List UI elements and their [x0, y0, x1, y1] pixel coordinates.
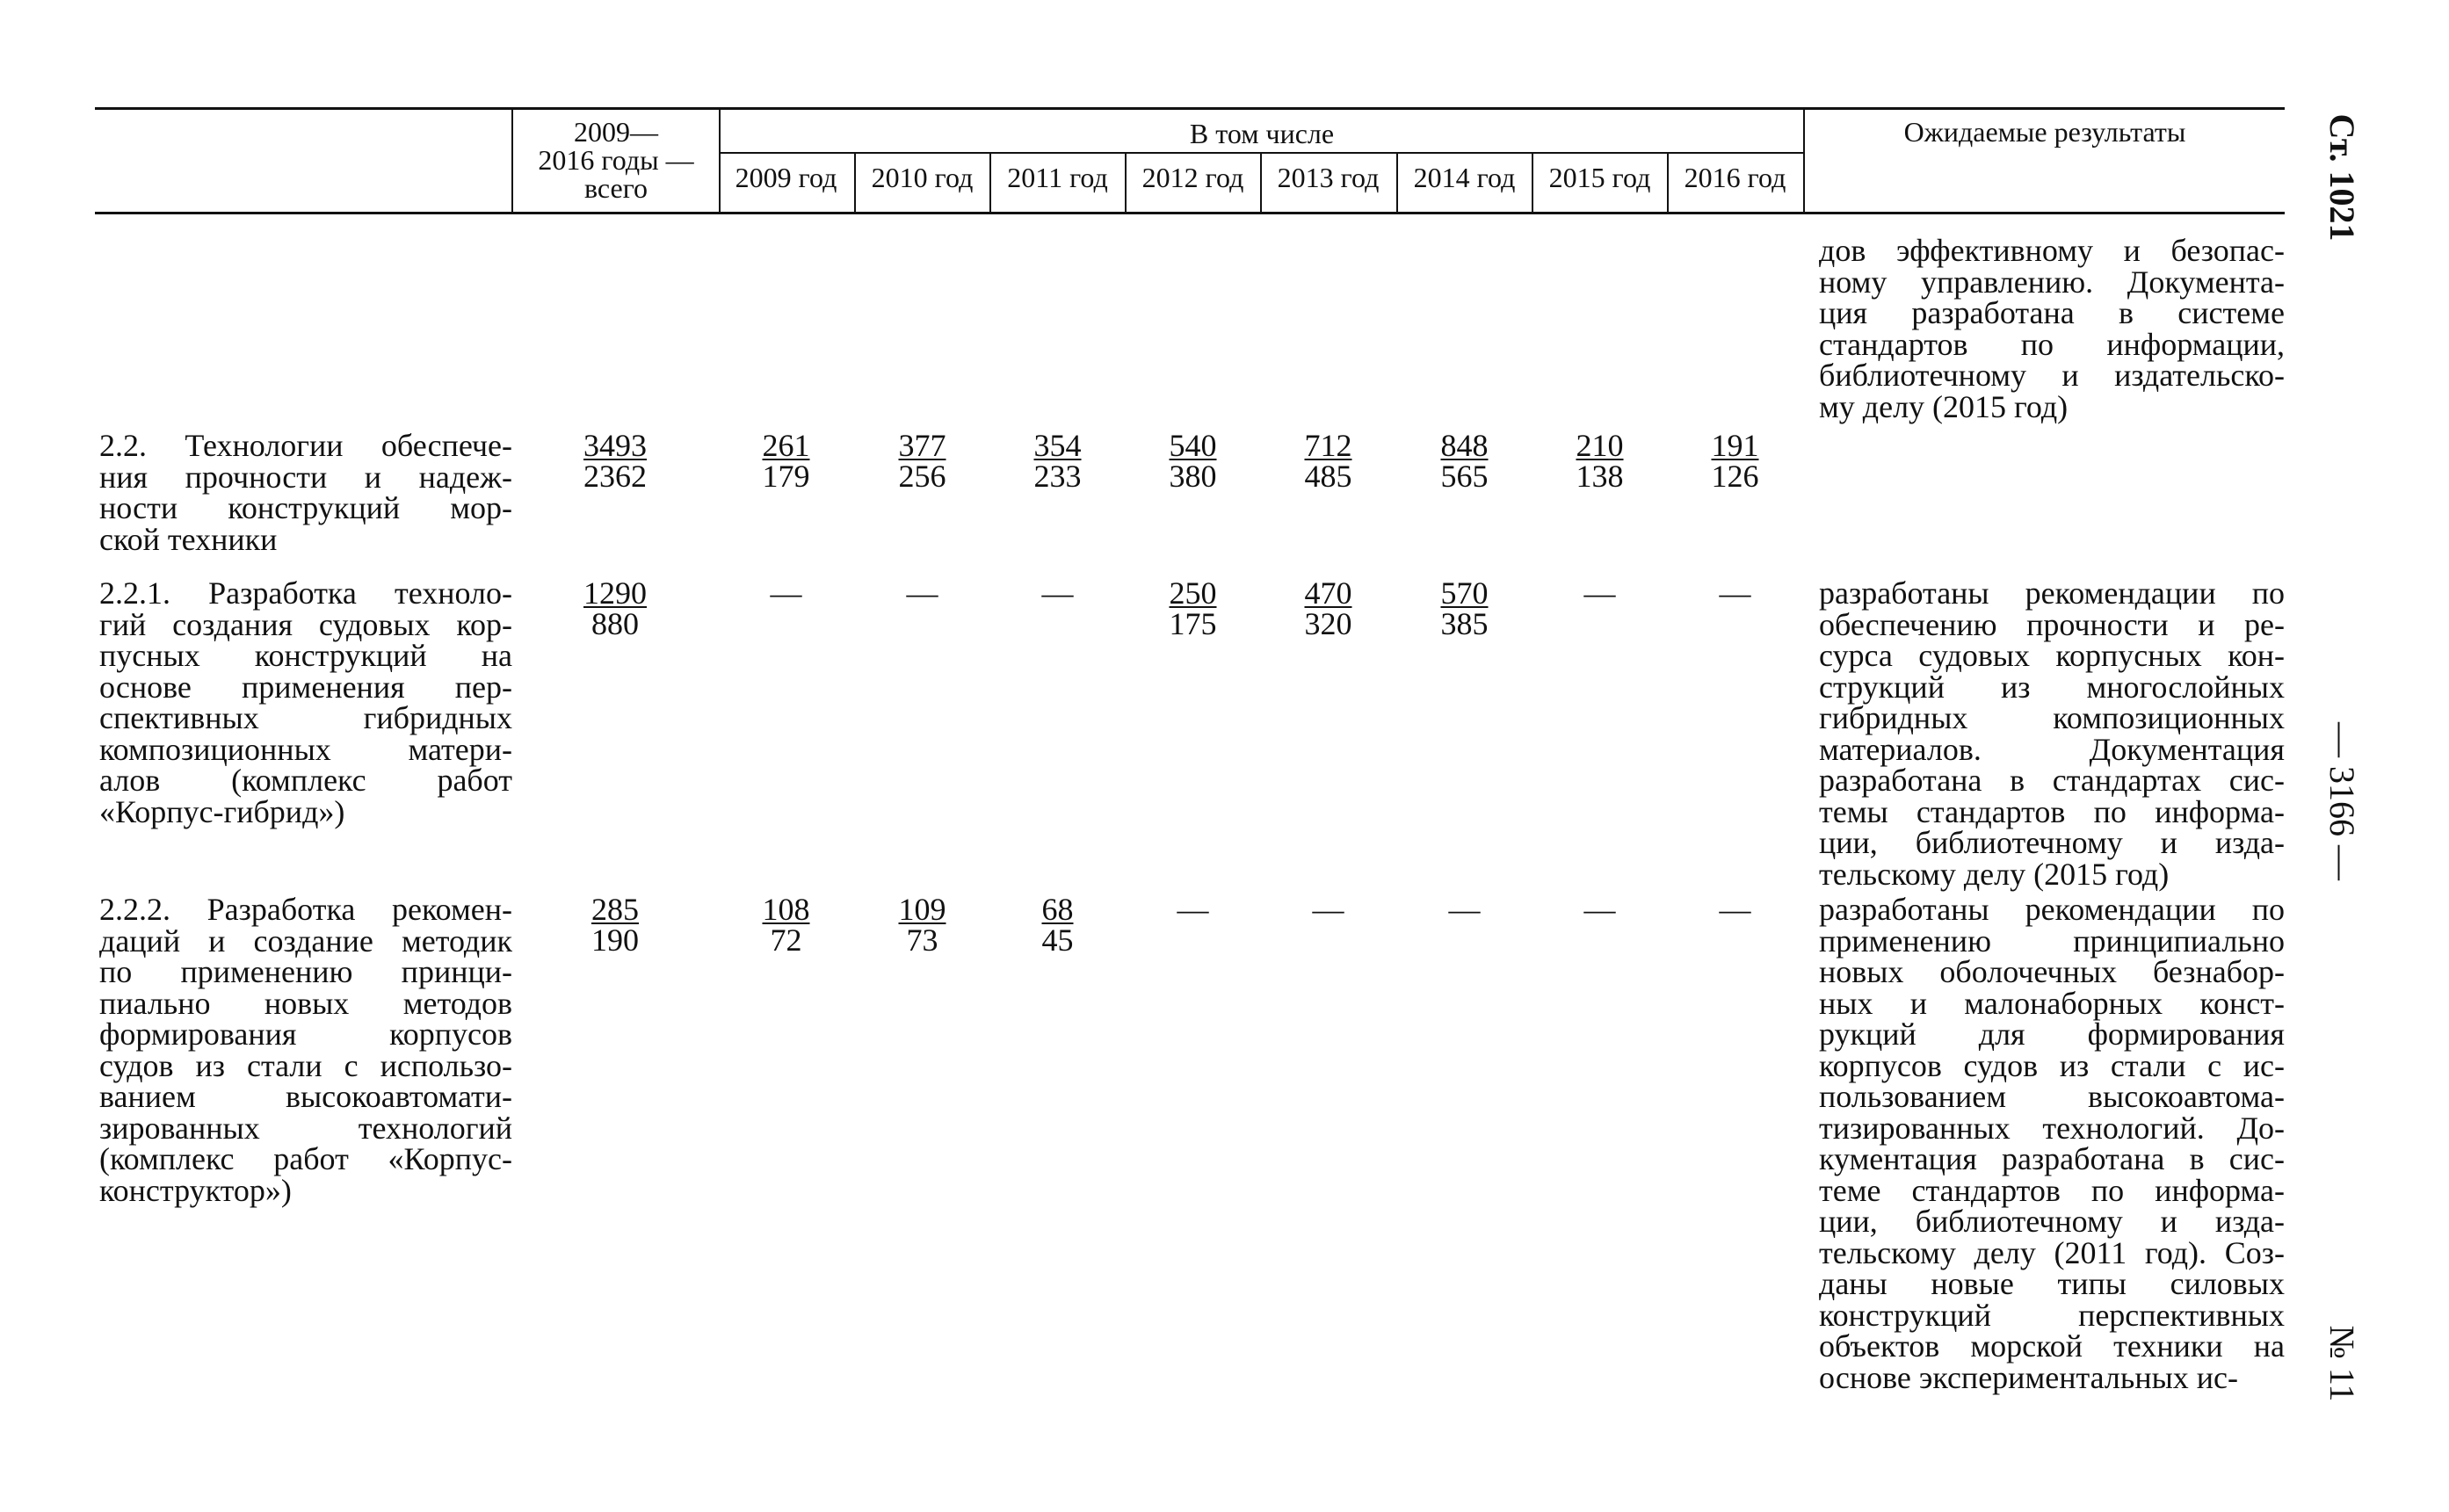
year-denominator: 380: [1169, 459, 1217, 494]
year-value: [854, 894, 990, 956]
year-numerator: 570: [1440, 575, 1489, 611]
year-denominator: 73: [906, 922, 938, 958]
title-line: ской техники: [99, 521, 278, 557]
year-denominator: 256: [898, 459, 946, 494]
issue-number: № 11: [2322, 1325, 2362, 1402]
result-line: ному управлению. Документа-: [1819, 264, 2285, 300]
year-denominator: 385: [1440, 606, 1489, 641]
carryover-result: [1819, 235, 2285, 423]
result-line: ции, библиотечному и изда-: [1819, 1204, 2285, 1239]
year-denominator: 485: [1304, 459, 1352, 494]
result-line: применению принципиально: [1819, 922, 2285, 959]
result-line: темы стандартов по информа-: [1819, 793, 2285, 829]
row-title-2-2-1: [99, 575, 512, 829]
result-line: рукций для формирования: [1819, 1016, 2285, 1052]
year-value: [1532, 430, 1668, 492]
total-value: [527, 430, 703, 492]
title-line: ванием высокоавтомати-: [99, 1079, 512, 1114]
total-numerator: 1290: [583, 575, 647, 611]
title-line: 2.2.2. Разработка рекомен-: [99, 892, 512, 927]
result-line: разработаны рекомендации по: [1819, 892, 2285, 927]
title-line: (комплекс работ «Корпус-: [99, 1141, 512, 1176]
header-in-total: В том числе: [1189, 118, 1335, 149]
total-value: [527, 575, 703, 641]
total-denominator: 880: [591, 606, 639, 641]
year-dash: —: [1177, 892, 1209, 927]
header-results: Ожидаемые результаты: [1903, 116, 2186, 148]
year-value: [1260, 575, 1396, 641]
year-numerator: 68: [1041, 892, 1074, 927]
title-line: 2.2.1. Разработка техноло-: [99, 575, 512, 611]
year-numerator: 377: [898, 428, 946, 463]
row-title-2-2-2: [99, 894, 512, 1206]
year-value: [718, 894, 854, 956]
result-line: кументация разработана в сис-: [1819, 1141, 2285, 1176]
year-denominator: 320: [1304, 606, 1352, 641]
result-line: новых оболочечных безнабор-: [1819, 954, 2285, 989]
title-line: «Корпус-гибрид»): [99, 793, 345, 829]
year-value: [1125, 575, 1261, 641]
header-total-line: всего: [583, 172, 648, 204]
total-denominator: 2362: [583, 459, 647, 494]
result-line: разработана в стандартах сис-: [1819, 763, 2285, 798]
title-line: спективных гибридных: [99, 700, 512, 735]
title-line: ности конструкций мор-: [99, 490, 512, 525]
year-value: [1396, 575, 1532, 641]
header-bottom-rule: [95, 212, 2285, 214]
result-line: пользованием высокоавтома-: [1819, 1079, 2285, 1114]
title-line: по применению принци-: [99, 954, 512, 989]
year-denominator: 72: [770, 922, 802, 958]
title-line: судов из стали с использо-: [99, 1047, 512, 1083]
year-denominator: 179: [762, 459, 810, 494]
year-denominator: 138: [1576, 459, 1624, 494]
title-line: пиально новых методов: [99, 985, 512, 1021]
header-year: 2013 год: [1277, 162, 1380, 193]
year-denominator: 45: [1041, 922, 1074, 958]
year-numerator: 712: [1304, 428, 1352, 463]
result-line: стандартов по информации,: [1819, 326, 2285, 362]
year-numerator: 261: [762, 428, 810, 463]
year-dash: —: [1719, 575, 1751, 611]
header-year: 2009 год: [735, 162, 837, 193]
result-line: гибридных композиционных: [1819, 700, 2285, 735]
year-value: [1125, 430, 1261, 492]
year-numerator: 354: [1033, 428, 1082, 463]
result-line: теме стандартов по информа-: [1819, 1172, 2285, 1208]
header-year: 2011 год: [1007, 162, 1108, 193]
year-numerator: 250: [1169, 575, 1217, 611]
header-year: 2016 год: [1684, 162, 1786, 193]
year-value: [1396, 430, 1532, 492]
result-line: конструкций перспективных: [1819, 1297, 2285, 1333]
year-value: [718, 430, 854, 492]
year-denominator: 233: [1033, 459, 1082, 494]
title-line: зированных технологий: [99, 1110, 512, 1146]
result-line: ция разработана в системе: [1819, 295, 2285, 330]
year-numerator: 540: [1169, 428, 1217, 463]
title-line: формирования корпусов: [99, 1016, 512, 1052]
year-denominator: 565: [1440, 459, 1489, 494]
total-numerator: 285: [591, 892, 639, 927]
result-line: материалов. Документация: [1819, 731, 2285, 767]
result-line: тельскому делу (2011 год). Соз-: [1819, 1234, 2285, 1270]
year-numerator: 210: [1576, 428, 1624, 463]
row-title-2-2: [99, 430, 512, 555]
title-line: конструктор»): [99, 1172, 292, 1208]
year-numerator: 470: [1304, 575, 1352, 611]
header-total-column: [513, 118, 719, 202]
result-line: му делу (2015 год): [1819, 388, 2069, 424]
year-dash: —: [1719, 892, 1751, 927]
result-line: струкций из многослойных: [1819, 669, 2285, 705]
total-numerator: 3493: [583, 428, 647, 463]
year-numerator: 848: [1440, 428, 1489, 463]
year-dash: —: [1312, 892, 1344, 927]
year-dash: —: [1583, 575, 1616, 611]
result-line: дов эффективному и безопас-: [1819, 233, 2285, 268]
page-number: — 3166 —: [2322, 722, 2362, 880]
result-line: ных и малонаборных конст-: [1819, 985, 2285, 1021]
year-denominator: 175: [1169, 606, 1217, 641]
result-line: тельскому делу (2015 год): [1819, 856, 2170, 892]
year-value: [854, 430, 990, 492]
result-line: ции, библиотечному и изда-: [1819, 825, 2285, 860]
title-line: основе применения пер-: [99, 669, 512, 705]
header-year: 2012 год: [1141, 162, 1244, 193]
result-line: разработаны рекомендации по: [1819, 575, 2285, 611]
year-value: [1667, 430, 1803, 492]
table-top-rule: [95, 107, 2285, 110]
result-line: сурса судовых корпусных кон-: [1819, 638, 2285, 673]
title-line: пусных конструкций на: [99, 638, 512, 673]
result-line: объектов морской техники на: [1819, 1328, 2285, 1364]
header-total-line: 2009—: [574, 116, 658, 148]
year-value: [989, 430, 1126, 492]
year-numerator: 109: [898, 892, 946, 927]
result-line: корпусов судов из стали с ис-: [1819, 1047, 2285, 1083]
year-dash: —: [1448, 892, 1481, 927]
year-dash: —: [1583, 892, 1616, 927]
result-line: обеспечению прочности и ре-: [1819, 606, 2285, 642]
year-dash: —: [906, 575, 938, 611]
header-total-line: 2016 годы —: [538, 144, 694, 176]
year-denominator: 126: [1711, 459, 1759, 494]
result-line: даны новые типы силовых: [1819, 1266, 2285, 1301]
total-denominator: 190: [591, 922, 639, 958]
header-year: 2015 год: [1548, 162, 1651, 193]
header-year: 2010 год: [871, 162, 974, 193]
row-result-2-2-2: [1819, 894, 2285, 1393]
title-line: 2.2. Технологии обеспече-: [99, 428, 512, 463]
row-result-2-2-1: [1819, 575, 2285, 892]
title-line: даций и создание методик: [99, 922, 512, 959]
result-line: тизированных технологий. До-: [1819, 1110, 2285, 1146]
year-value: [989, 894, 1126, 956]
result-line: основе экспериментальных ис-: [1819, 1359, 2238, 1395]
page-label: Ст. 1021: [2322, 113, 2362, 242]
year-numerator: 108: [762, 892, 810, 927]
year-dash: —: [1041, 575, 1074, 611]
header-year: 2014 год: [1413, 162, 1516, 193]
title-line: ния прочности и надеж-: [99, 459, 512, 495]
total-value: [527, 894, 703, 956]
year-numerator: 191: [1711, 428, 1759, 463]
title-line: гий создания судовых кор-: [99, 606, 512, 642]
title-line: композиционных матери-: [99, 731, 512, 767]
title-line: алов (комплекс работ: [99, 763, 512, 798]
year-value: [1260, 430, 1396, 492]
year-dash: —: [770, 575, 802, 611]
result-line: библиотечному и издательско-: [1819, 358, 2285, 393]
